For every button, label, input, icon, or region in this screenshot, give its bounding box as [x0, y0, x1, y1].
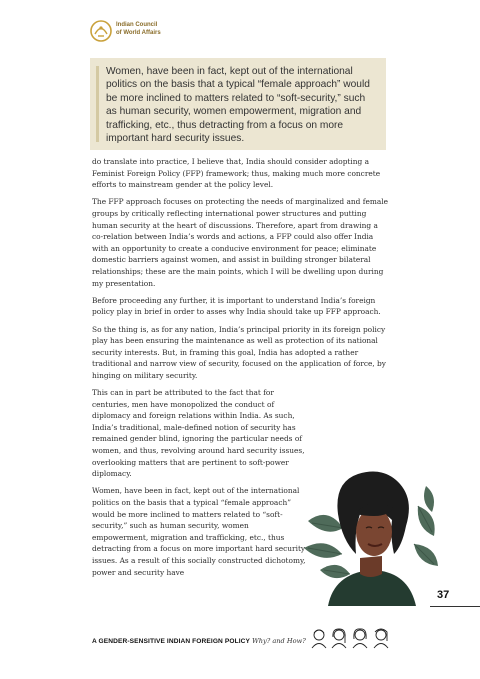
icwa-logo: [90, 20, 200, 42]
footer: [92, 636, 392, 652]
logo-text: [116, 22, 161, 37]
pull-quote-box: [90, 58, 386, 150]
paragraph-3: Before proceeding any further, it is important to understand India’s foreign policy play in brief in order to asses why India should take up FFP approach.: [92, 295, 381, 317]
page-number-rule: [430, 606, 480, 607]
faces-line-art-icon: [310, 627, 392, 649]
woman-portrait-illustration: [298, 466, 444, 606]
pull-quote-bar: [96, 66, 99, 142]
paragraph-6: Women, have been in fact, kept out of the international politics on the basis that a typical “female approach” would be more inclined to matters related to “soft-security,” such as human security, women empowerment, migration and trafficking, etc., thus detracting from a focus on more important hard security issues. As a result of this socially constructed dichotomy, power and security have: [92, 486, 306, 577]
pull-quote-text: Women, have been in fact, kept out of the international politics on the basis that a typical “female approach” would be more inclined to matters related to “soft-security,” such as human security, women empowerment, migration and trafficking, etc., thus detracting from a focus on more important hard security issues.: [106, 66, 370, 145]
logo-line-2: of World Affairs: [116, 29, 161, 36]
footer-subtitle: Why? and How?: [252, 637, 306, 645]
paragraph-2: The FFP approach focuses on protecting the needs of marginalized and female groups by critically reflecting international power structures and putting human security at the heart of discussions. Therefore, apart from drawing a co-relation between India’s words and actions, a FFP could also offer India with an opportunity to create a conducive environment for peace; eliminate domestic barriers against women, and assist in building stronger bilateral relationships; these are the main points, which I will be dwelling upon during my presentation.: [92, 197, 388, 288]
icwa-emblem-icon: [90, 20, 114, 42]
paragraph-1: do translate into practice, I believe that, India should consider adopting a Feminist Foreign Policy (FFP) framework; thus, making much more concrete efforts to mainstream gender at the policy level.: [92, 157, 381, 190]
paragraph-4: So the thing is, as for any nation, India’s principal priority in its foreign policy play has been ensuring the maintenance as well as protection of its national security interests. But, in framing this goal, India has adopted a rather traditional and narrow view of security, focused on the application of force, by hinging on military security.: [92, 324, 386, 380]
footer-title: A GENDER-SENSITIVE INDIAN FOREIGN POLICY: [92, 638, 250, 645]
paragraph-5: This can in part be attributed to the fact that for centuries, men have monopolized the conduct of diplomacy and foreign relations within India. As such, India’s traditional, male-defined notion of security has remained gender blind, ignoring the particular needs of women, and thus, revolving around hard security issues, overlooking matters that are pertinent to soft-power diplomacy.: [92, 388, 305, 479]
logo-line-1: Indian Council: [116, 22, 158, 28]
page-number: 37: [437, 589, 450, 601]
